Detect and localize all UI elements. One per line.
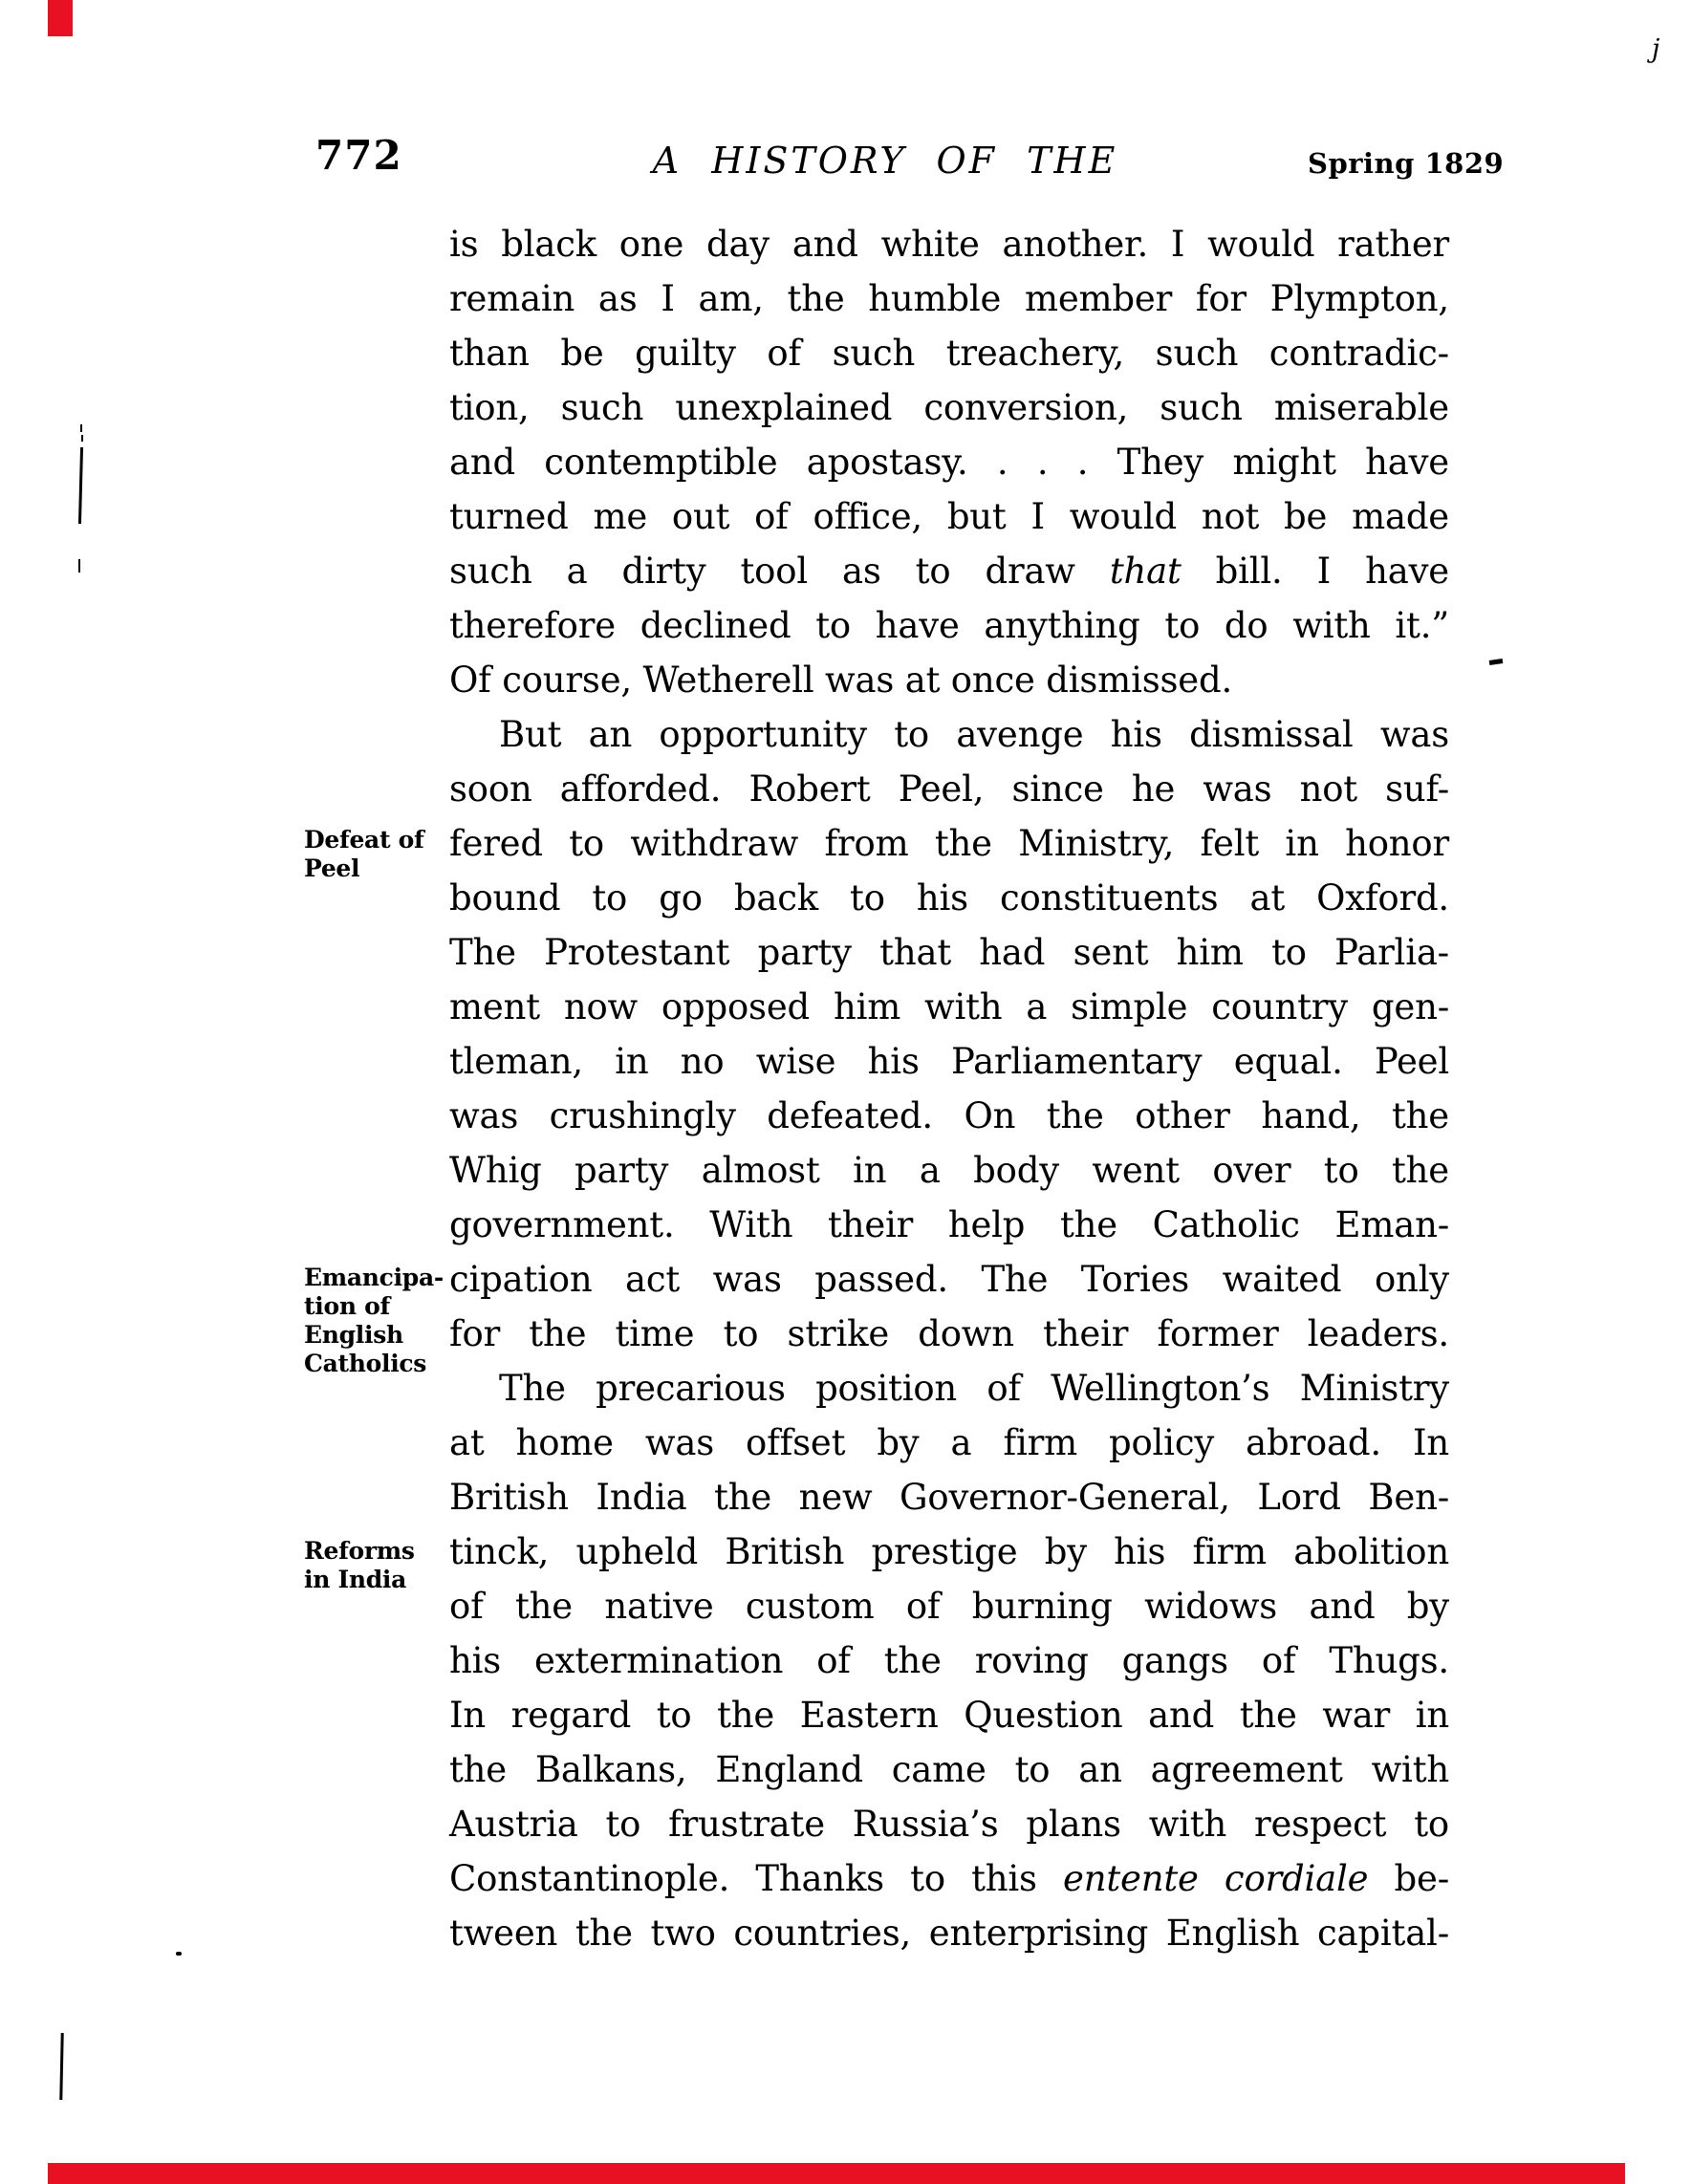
text-line: Whig party almost in a body went over to the [449,1150,1449,1191]
text-line: turned me out of office, but I would not be made [449,496,1449,537]
scan-ink-artifact [176,1952,182,1956]
text-line: tween the two countries, enterprising English capital- [449,1913,1449,1954]
text-line: remain as I am, the humble member for Plympton, [449,278,1449,319]
margin-note-line: Emancipa- [304,1264,444,1291]
text-line: ment now opposed him with a simple country gen- [449,986,1449,1027]
text-line: Of course, Wetherell was at once dismissed. [449,660,1233,701]
text-line: his extermination of the roving gangs of Thugs. [449,1640,1449,1681]
margin-note-line: Reforms [304,1537,415,1565]
text-line: and contemptible apostasy. . . . They might have [449,442,1449,483]
text-line: the Balkans, England came to an agreement with [449,1749,1449,1790]
text-line: than be guilty of such treachery, such contradic- [449,333,1449,374]
scan-ink-artifact [80,424,82,432]
margin-note-line: Peel [304,854,360,882]
margin-note-line: English [304,1321,403,1349]
text-line: soon afforded. Robert Peel, since he was not suf- [449,768,1449,810]
margin-note-line: in India [304,1566,407,1593]
scan-ink-artifact [78,559,80,573]
text-line: for the time to strike down their former leaders. [449,1313,1449,1354]
scan-ink-artifact [78,447,83,524]
scan-ink-artifact [81,435,83,442]
body-text [449,217,1449,1960]
text-line: of the native custom of burning widows and by [449,1586,1449,1627]
text-line: fered to withdraw from the Ministry, felt in honor [449,823,1449,864]
text-line: is black one day and white another. I would rather [449,224,1449,265]
text-line: at home was offset by a firm policy abroad. In [449,1422,1449,1463]
text-line: such a dirty tool as to draw that bill. I have [449,551,1449,592]
margin-note-line: tion of [304,1292,390,1320]
text-line: In regard to the Eastern Question and the war in [449,1695,1449,1736]
text-line: British India the new Governor-General, Lord Ben- [449,1477,1449,1518]
text-line: bound to go back to his constituents at Oxford. [449,877,1449,919]
text-line: Constantinople. Thanks to this entente cordiale be- [449,1858,1449,1899]
text-line: therefore declined to have anything to do with it.” [449,605,1449,646]
margin-note-defeat-of-peel [304,826,447,883]
margin-note-line: Defeat of [304,826,424,854]
text-line: cipation act was passed. The Tories waited only [449,1259,1449,1300]
text-line: tion, such unexplained conversion, such miserable [449,387,1449,428]
scan-red-mark-bottom [48,2163,1625,2184]
header-date-label: Spring 1829 [1308,147,1505,180]
page-number: 772 [315,132,402,179]
text-line: government. With their help the Catholic Eman- [449,1204,1449,1245]
scan-red-mark-top [48,0,73,36]
running-title: A HISTORY OF THE [652,140,1118,182]
text-line: The precarious position of Wellington’s Ministry [499,1368,1449,1409]
margin-note-emancipation-of-english-catholics [304,1264,447,1378]
margin-note-reforms-in-india [304,1537,447,1594]
scan-stray-glyph: j [1652,34,1660,64]
text-line: But an opportunity to avenge his dismissal was [499,714,1449,755]
text-line: tleman, in no wise his Parliamentary equal. Peel [449,1041,1449,1082]
text-line: The Protestant party that had sent him to Parlia- [449,932,1449,973]
text-line: was crushingly defeated. On the other hand, the [449,1095,1449,1136]
text-line: tinck, upheld British prestige by his firm abolition [449,1531,1449,1572]
text-line: Austria to frustrate Russia’s plans with respect to [449,1804,1449,1845]
scan-ink-artifact [1489,659,1504,665]
margin-note-line: Catholics [304,1350,427,1377]
scan-ink-artifact [59,2033,63,2100]
